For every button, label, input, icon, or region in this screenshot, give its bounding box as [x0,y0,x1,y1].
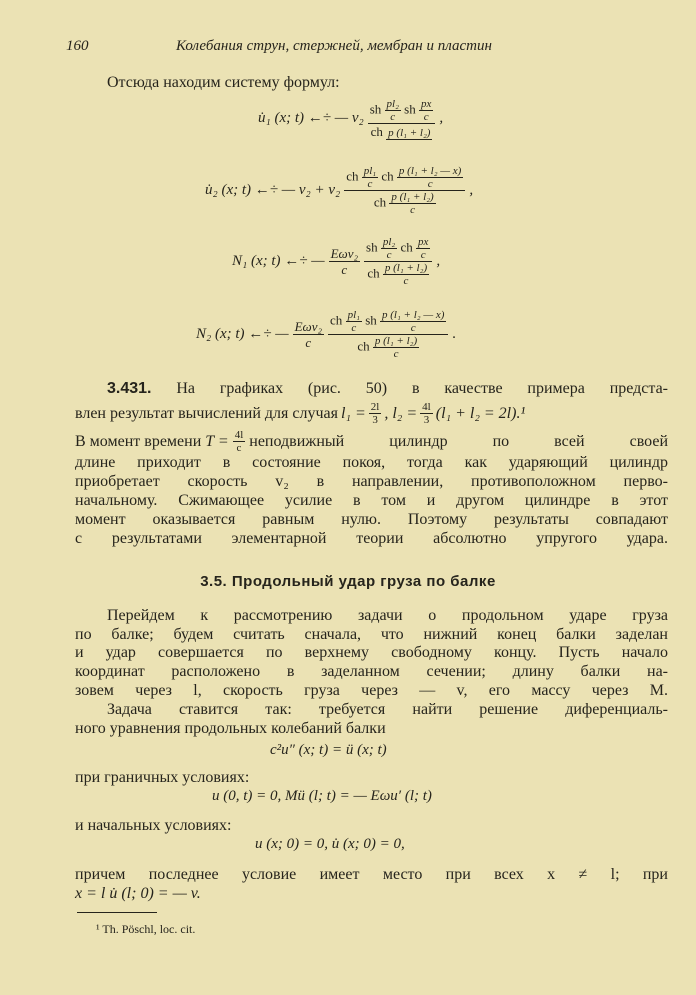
paragraph-line: причем последнее условие имеет место при всех x ≠ l; при [75,866,668,883]
formula-2: u̇₂ (x; t) ←÷ — v₂ + v₂ ch $\frac{\text{pl₁}}{c}$ ch $\frac{\text{p (l₁ + l₂ — x)}}{c}$ ch $\frac{\text{p (l₁ + l₂)}}{c}$ , [205,165,474,216]
section-number: 3.431. [107,380,152,397]
paragraph-line: x = l u̇ (l; 0) = — v. [75,885,201,902]
formula-3: N₁ (x; t) ←÷ — Eωv₂ c sh $\frac{\text{pl₂}}{c}$ ch $\frac{px}{c}$ ch $\frac{\text{p (l₁ + l₂)}}{c}$ , [232,236,441,287]
paragraph-3431-line: длине приходит в состояние покоя, тогда как ударяющий цилиндр [75,454,668,471]
equation-boundary: u (0, t) = 0, Mü (l; t) = — Eωu′ (l; t) [212,788,432,804]
section-heading: 3.5. Продольный удар груза по балке [200,573,496,590]
paragraph-3431-line: начальному. Сжимающее усилие в том и другом цилиндре в этот [75,492,668,509]
paragraph-line: ного уравнения продольных колебаний балки [75,720,386,737]
paragraph-3431-line: влен результат вычислений для случая l₁ = $\frac{2l}{3}$ , l₂ = $\frac{4l}{3}$ (l₁ + l₂ = 2l).¹ [75,401,526,426]
formula-1: u̇₁ (x; t) ←÷ — v₂ sh $\frac{\text{pl₂}}{c}$ sh $\frac{px}{c}$ ch p (l₁ + l₂) , [258,98,444,139]
paragraph-line: Задача ставится так: требуется найти решение диференциаль- [107,701,668,718]
initial-label: и начальных условиях: [75,817,232,834]
paragraph-3431-line: с результатами элементарной теории абсолютно упругого удара. [75,530,668,547]
paragraph-3431-line: приобретает скорость v₂ в направлении, противоположном перво- [75,473,668,490]
page-number: 160 [66,38,89,54]
intro-text: Отсюда находим систему формул: [107,74,340,91]
paragraph-line: по балке; будем считать сначала, что нижний конец балки заделан [75,626,668,643]
boundary-label: при граничных условиях: [75,769,250,786]
equation-initial: u (x; 0) = 0, u̇ (x; 0) = 0, [255,836,405,852]
formula-4: N₂ (x; t) ←÷ — Eωv₂ c ch $\frac{\text{pl₁}}{c}$ sh $\frac{\text{p (l₁ + l₂ — x)}}{c}$ ch $\frac{\text{p (l₁ + l₂)}}{c}$ . [196,309,457,360]
paragraph-line: Перейдем к рассмотрению задачи о продольном ударе груза [107,607,668,624]
paragraph-3431-line: 3.431. На графиках (рис. 50) в качестве примера предста- [107,380,669,397]
paragraph-line: координат расположено в заделанном сечении; длину балки на- [75,663,668,680]
footnote-rule [77,912,157,913]
equation-wave: c²u″ (x; t) = ü (x; t) [270,742,387,758]
paragraph-line: и удар совершается по верхнему свободному концу. Пусть начало [75,644,668,661]
running-title: Колебания струн, стержней, мембран и пластин [176,38,492,54]
paragraph-3431-line: В момент времени T = $\frac{4l}{c}$ неподвижный цилиндр по всей своей [75,429,668,454]
footnote: ¹ Th. Pöschl, loc. cit. [96,922,196,936]
paragraph-3431-line: момент оказывается равным нулю. Поэтому результаты совпадают [75,511,668,528]
paragraph-line: зовем через l, скорость груза через — v, его массу через M. [75,682,668,699]
